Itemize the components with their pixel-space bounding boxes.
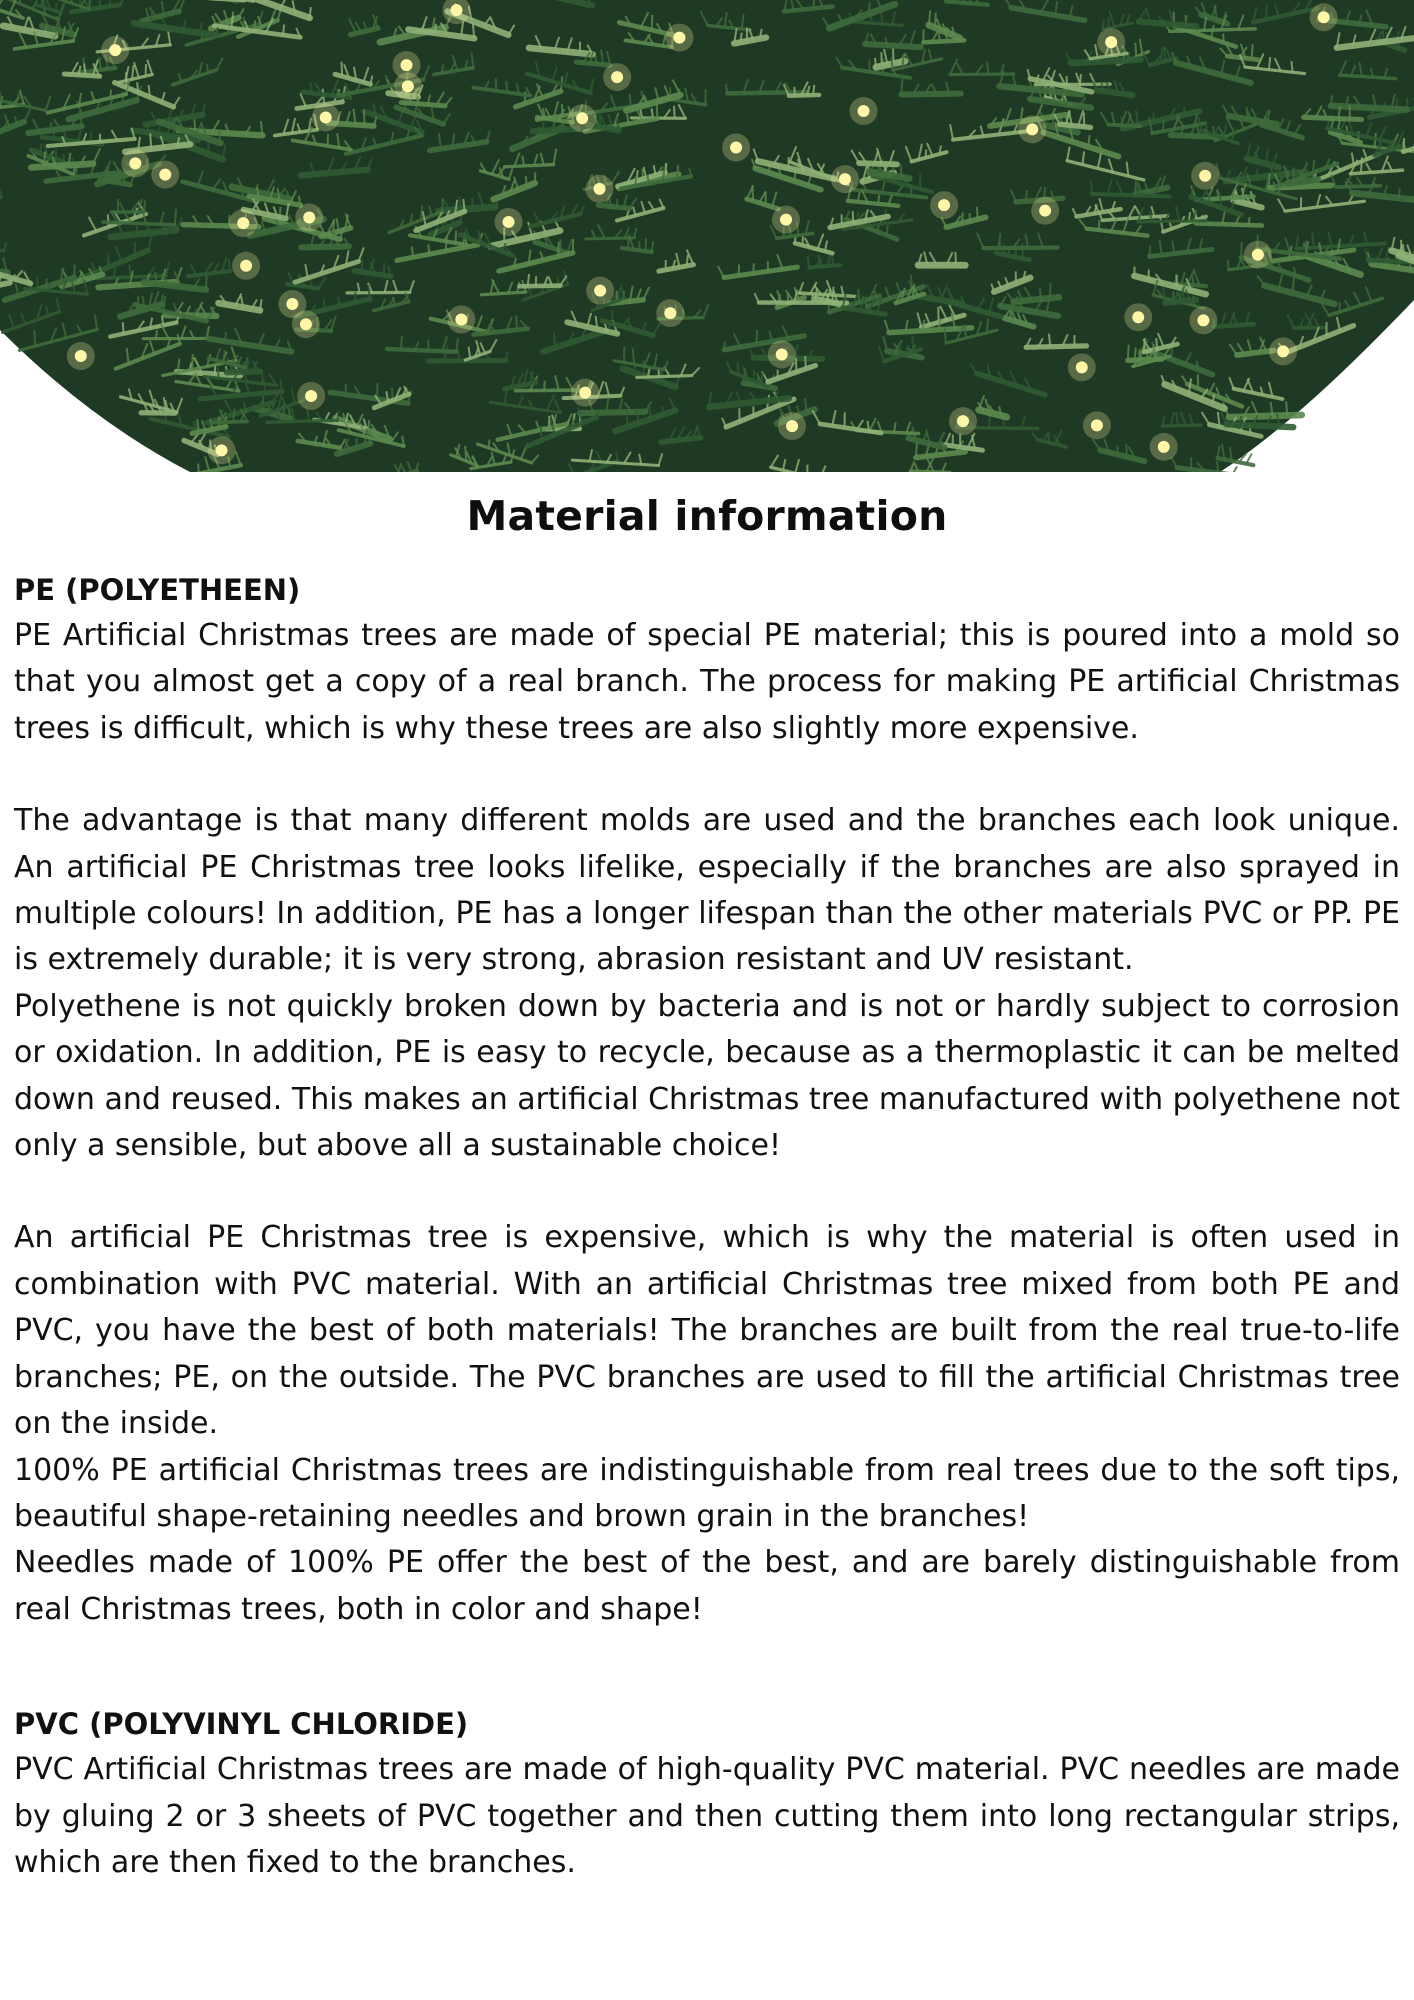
section-heading-pvc: PVC (POLYVINYL CHLORIDE) [14, 1707, 469, 1742]
section-heading-pe: PE (POLYETHEEN) [14, 573, 301, 607]
paragraph: PVC Artificial Christmas trees are made of high-quality PVC material. PVC needles are made by gluing 2 or 3 sheets of PVC together and then cutting them into long rectangular strips, which are then fixed to the branches. [14, 1752, 1400, 1880]
paragraph: 100% PE artificial Christmas trees are indistinguishable from real trees due to the soft tips, beautiful shape-retaining needles and brown grain in the branches! [14, 1452, 1400, 1534]
paragraph: An artificial PE Christmas tree is expensive, which is why the material is often used in combination with PVC material. With an artificial Christmas tree mixed from both PE and PVC, you have the best of both materials! The branches are built from the real true-to-life branches; PE, on the outside. The PVC branches are used to fill the artificial Christmas tree on the inside. [14, 1220, 1400, 1442]
paragraph: PE Artificial Christmas trees are made of special PE material; this is poured into a mold so that you almost get a copy of a real branch. The process for making PE artificial Christmas trees is difficult, which is why these trees are also slightly more expensive. [14, 618, 1400, 746]
document-body [14, 567, 1400, 1886]
paragraph: The advantage is that many different molds are used and the branches each look unique. An artificial PE Christmas tree looks lifelike, especially if the branches are also sprayed in multiple colours! In addition, PE has a longer lifespan than the other materials PVC or PP. PE is extremely durable; it is very strong, abrasion resistant and UV resistant. [14, 803, 1400, 978]
paragraph: Needles made of 100% PE offer the best of the best, and are barely distinguishable from real Christmas trees, both in color and shape! [14, 1545, 1400, 1627]
paragraph: Polyethene is not quickly broken down by bacteria and is not or hardly subject to corrosion or oxidation. In addition, PE is easy to recycle, because as a thermoplastic it can be melted down and reused. This makes an artificial Christmas tree manufactured with polyethene not only a sensible, but above all a sustainable choice! [14, 988, 1400, 1164]
hero-tree-image [0, 0, 1414, 472]
christmas-tree-illustration [0, 0, 1414, 472]
page-title: Material information [466, 492, 948, 540]
